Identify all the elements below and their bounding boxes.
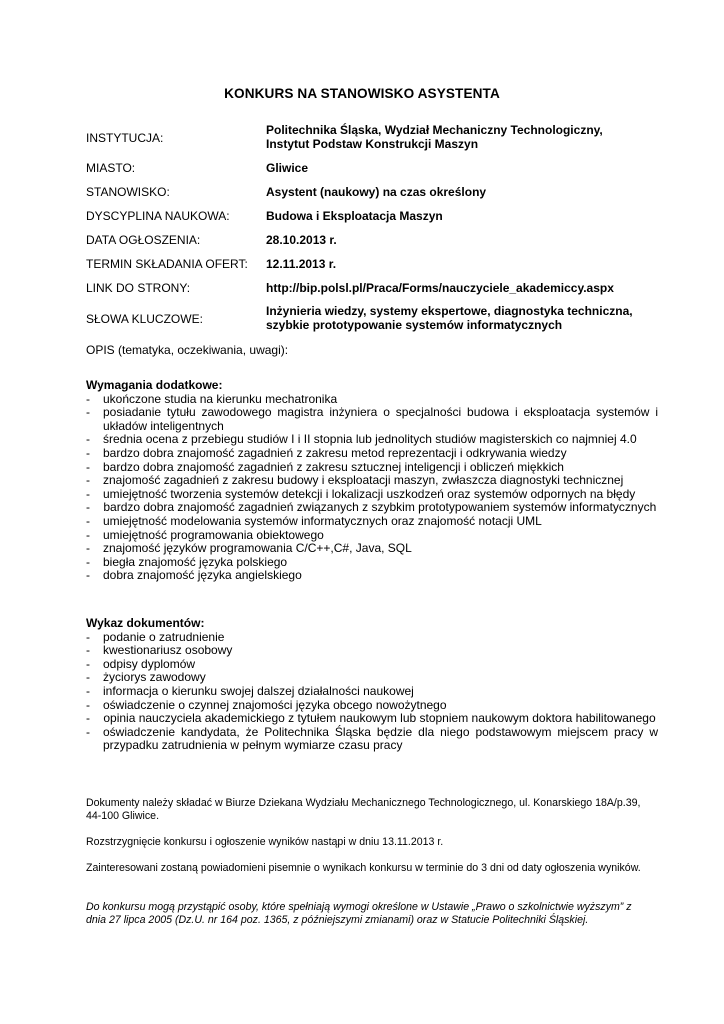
field-value-line: Instytut Podstaw Konstrukcji Maszyn xyxy=(266,137,479,151)
field-value: Asystent (naukowy) na czas określony xyxy=(266,185,487,199)
field-value-line: Politechnika Śląska, Wydział Mechaniczny Technologiczny, xyxy=(266,123,603,137)
list-item: - oświadczenie kandydata, że Politechnika Śląska będzie dla niego podstawowym miejscem pracy w przypadku zatrudnienia w pełnym wymiarze czasu pracy xyxy=(86,724,658,753)
section-heading: Wykaz dokumentów: xyxy=(86,616,205,630)
list-item: - odpisy dyplomów xyxy=(86,656,196,671)
list-item: - umiejętność modelowania systemów informatycznych oraz znajomość notacji UML xyxy=(86,513,542,528)
notification-note: Zainteresowani zostaną powiadomieni pisemnie o wynikach konkursu w terminie do 3 dni od daty ogłoszenia wyników. xyxy=(86,862,641,874)
field-value-line: Inżynieria wiedzy, systemy ekspertowe, diagnostyka techniczna, xyxy=(266,304,633,318)
submission-note: Dokumenty należy składać w Biurze Dziekana Wydziału Mechanicznego Technologicznego, ul. Konarskiego 18A/p.39, 44-100 Gliwice. xyxy=(86,797,641,822)
field-value: 12.11.2013 r. xyxy=(266,257,337,271)
list-item: - bardzo dobra znajomość zagadnień z zakresu metod reprezentacji i odkrywania wiedzy xyxy=(86,445,567,460)
field-label: LINK DO STRONY: xyxy=(86,281,191,295)
field-label: SŁOWA KLUCZOWE: xyxy=(86,312,203,326)
list-item: - kwestionariusz osobowy xyxy=(86,643,233,658)
list-item: - opinia nauczyciela akademickiego z tytułem naukowym lub stopniem naukowym doktora habilitowanego xyxy=(86,711,656,726)
list-item: - życiorys zawodowy xyxy=(86,670,206,685)
list-item: - umiejętność programowania obiektowego xyxy=(86,527,324,542)
list-item: - znajomość zagadnień z zakresu budowy i eksploatacji maszyn, zwłaszcza diagnostyki technicznej xyxy=(86,473,624,488)
field-label: MIASTO: xyxy=(86,161,136,175)
field-label: STANOWISKO: xyxy=(86,185,170,199)
field-value: 28.10.2013 r. xyxy=(266,233,337,247)
field-value-line: szybkie prototypowanie systemów informatycznych xyxy=(266,318,563,332)
requirements-section xyxy=(86,379,658,583)
documents-section xyxy=(86,617,658,753)
list-item: - ukończone studia na kierunku mechatronika xyxy=(86,391,338,406)
section-heading: Wymagania dodatkowe: xyxy=(86,378,223,392)
list-item: - podanie o zatrudnienie xyxy=(86,629,225,644)
list-item: - średnia ocena z przebiegu studiów I i II stopnia lub jednolitych studiów magisterskich co najmniej 4.0 xyxy=(86,432,637,447)
list-item: - informacja o kierunku swojej dalszej działalności naukowej xyxy=(86,683,414,698)
field-row-keywords xyxy=(86,304,666,334)
field-row-institution xyxy=(86,123,666,153)
field-value: Gliwice xyxy=(266,161,309,175)
list-item: - posiadanie tytułu zawodowego magistra inżyniera o specjalności budowa i eksploatacja systemów i układów inteligentnych xyxy=(86,405,658,433)
list-item: - znajomość języków programowania C/C++,C#, Java, SQL xyxy=(86,541,412,556)
field-value xyxy=(266,304,666,332)
page-title: KONKURS NA STANOWISKO ASYSTENTA xyxy=(224,86,500,101)
field-label: DYSCYPLINA NAUKOWA: xyxy=(86,209,230,223)
field-label: INSTYTUCJA: xyxy=(86,131,164,145)
list-item: - bardzo dobra znajomość zagadnień związanych z szybkim prototypowaniem systemów informatycznych xyxy=(86,500,657,515)
list-item: - dobra znajomość języka angielskiego xyxy=(86,568,302,583)
list-item: - bardzo dobra znajomość zagadnień z zakresu sztucznej inteligencji i obliczeń miękkich xyxy=(86,459,564,474)
legal-note: Do konkursu mogą przystąpić osoby, które spełniają wymogi określone w Ustawie „Prawo o szkolnictwie wyższym” z dnia 27 lipca 2005 (Dz.U. nr 164 poz. 1365, z późniejszymi zmianami) oraz w Statucie Politechniki Śląskiej. xyxy=(86,901,632,926)
list-item: - oświadczenie o czynnej znajomości języka obcego nowożytnego xyxy=(86,697,447,712)
link-url[interactable]: http://bip.polsl.pl/Praca/Forms/nauczyciele_akademiccy.aspx xyxy=(266,281,614,295)
field-label: TERMIN SKŁADANIA OFERT: xyxy=(86,257,248,271)
list-item: - umiejętność tworzenia systemów detekcji i lokalizacji uszkodzeń oraz systemów odpornych na błędy xyxy=(86,486,636,501)
description-label: OPIS (tematyka, oczekiwania, uwagi): xyxy=(86,343,289,357)
results-date-note: Rozstrzygnięcie konkursu i ogłoszenie wyników nastąpi w dniu 13.11.2013 r. xyxy=(86,836,444,848)
list-item: - biegła znajomość języka polskiego xyxy=(86,554,288,569)
field-value: Budowa i Eksploatacja Maszyn xyxy=(266,209,443,223)
field-label: DATA OGŁOSZENIA: xyxy=(86,233,201,247)
field-value xyxy=(266,123,666,151)
